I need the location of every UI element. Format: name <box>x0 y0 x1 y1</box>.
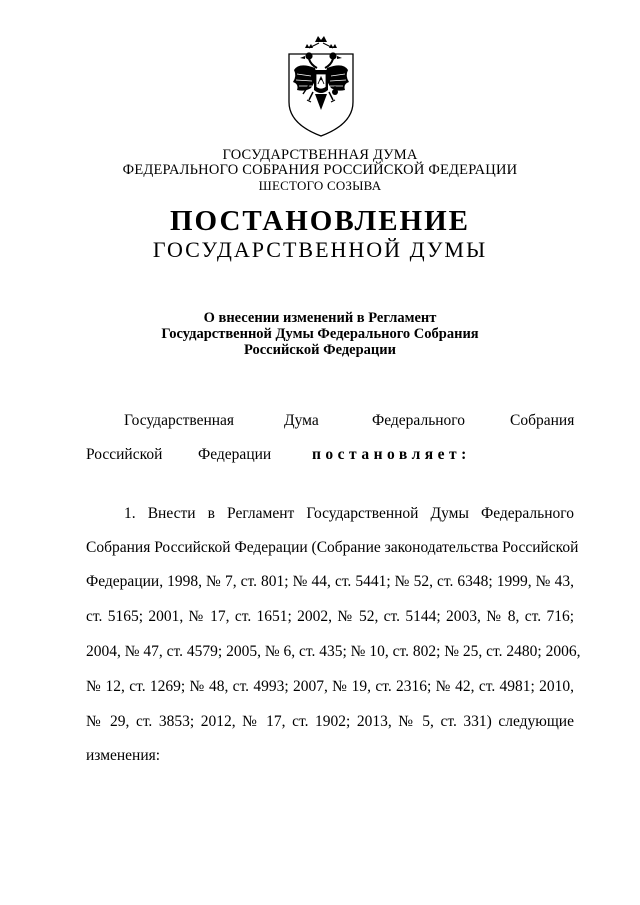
preamble-word: Государственная <box>124 412 235 429</box>
preamble-word: Федерации <box>198 446 272 463</box>
preamble-word: Федерального <box>372 412 466 429</box>
body-text-line: ст. 5165; 2001, № 17, ст. 1651; 2002, № 52, ст. 5144; 2003, № 8, ст. 716; <box>86 608 574 625</box>
document-type-title: ПОСТАНОВЛЕНИЕ <box>169 205 470 237</box>
organization-name-line-2: ФЕДЕРАЛЬНОГО СОБРАНИЯ РОССИЙСКОЙ ФЕДЕРАЦИИ <box>122 162 518 178</box>
body-text-line: Федерации, 1998, № 7, ст. 801; № 44, ст. 5441; № 52, ст. 6348; 1999, № 43, <box>86 573 574 590</box>
preamble-verb: постановляет: <box>312 446 471 463</box>
preamble-word: Дума <box>284 412 319 429</box>
russian-coat-of-arms-icon <box>285 32 357 140</box>
organization-name-line-1: ГОСУДАРСТВЕННАЯ ДУМА <box>222 147 418 163</box>
subject-line-1: О внесении изменений в Регламент <box>203 310 437 326</box>
body-text-line: изменения: <box>86 747 161 764</box>
document-issuer-title: ГОСУДАРСТВЕННОЙ ДУМЫ <box>152 237 488 262</box>
subject-line-3: Российской Федерации <box>243 342 396 358</box>
preamble-word: Российской <box>86 446 163 463</box>
body-text-line: 2004, № 47, ст. 4579; 2005, № 6, ст. 435; № 10, ст. 802; № 25, ст. 2480; 2006, <box>86 643 581 660</box>
preamble-word: Собрания <box>510 412 575 429</box>
body-text-line: 1. Внести в Регламент Государственной Думы Федерального <box>124 505 574 522</box>
body-text-line: Собрания Российской Федерации (Собрание законодательства Российской <box>86 539 579 556</box>
body-text-line: № 12, ст. 1269; № 48, ст. 4993; 2007, № 19, ст. 2316; № 42, ст. 4981; 2010, <box>86 678 574 695</box>
convocation-line: ШЕСТОГО СОЗЫВА <box>258 178 382 193</box>
subject-line-2: Государственной Думы Федерального Собрания <box>161 326 479 342</box>
body-text-line: № 29, ст. 3853; 2012, № 17, ст. 1902; 2013, № 5, ст. 331) следующие <box>86 713 574 730</box>
